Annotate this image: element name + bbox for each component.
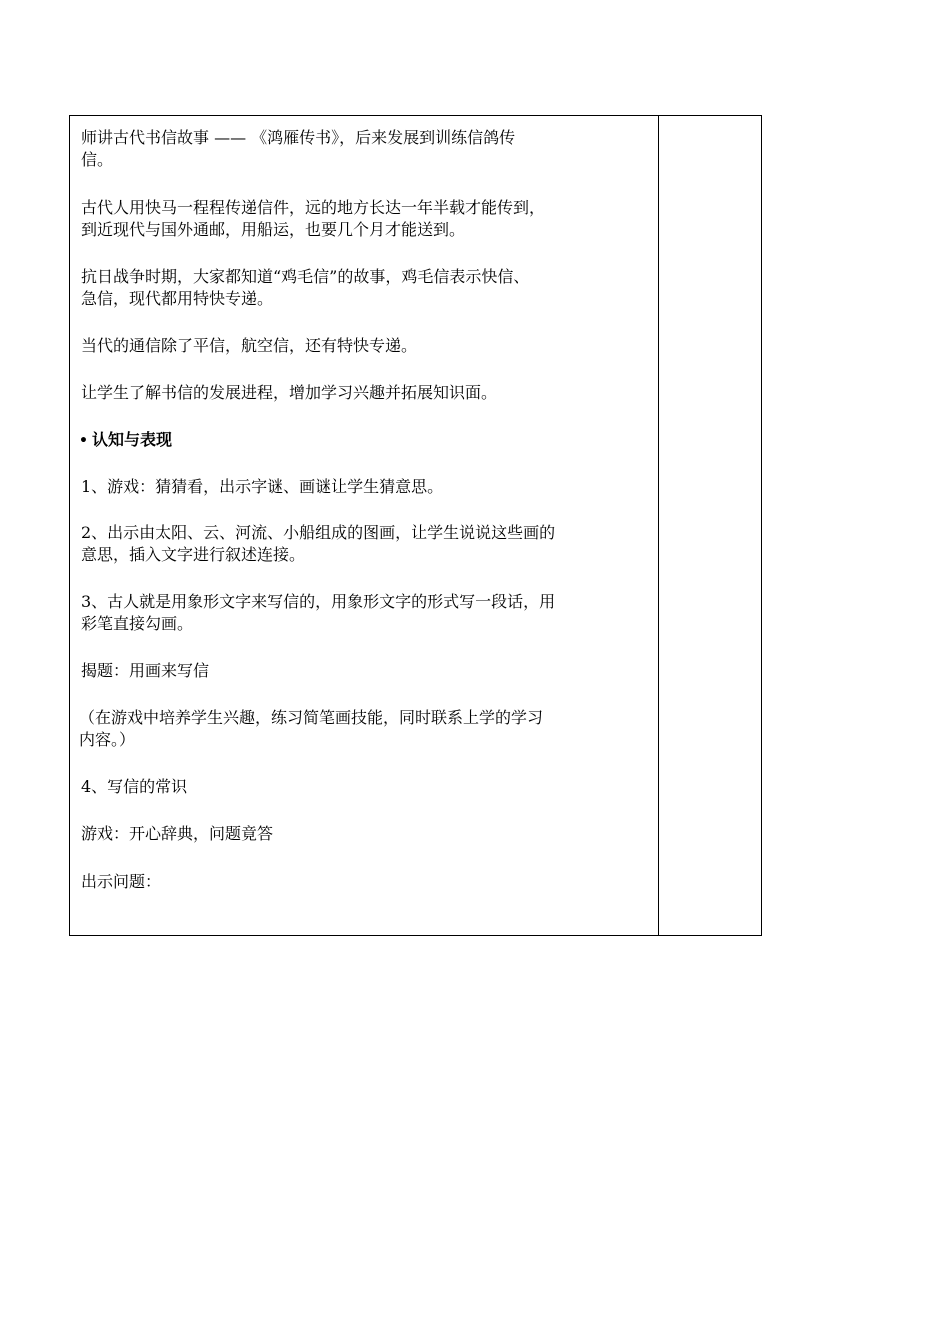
paragraph-questions [81,871,647,893]
paragraph-picture [81,522,647,566]
paragraph-game-guess [81,476,647,498]
paragraph-quiz [81,823,647,845]
text-line: 揭题：用画来写信 [81,661,210,680]
notes-cell [659,116,761,935]
bullet-icon: • [79,433,88,449]
text-line: 抗日战争时期，大家都知道“鸡毛信”的故事，鸡毛信表示快信、 [81,267,530,286]
text-line: 出示问题： [81,872,162,891]
paragraph-ancient-delivery [81,197,647,241]
text-line: 让学生了解书信的发展进程，增加学习兴趣并拓展知识面。 [81,383,498,402]
paragraph-modern-mail [81,335,647,357]
text-line: 3、古人就是用象形文字来写信的，用象形文字的形式写一段话，用 [81,592,556,611]
text-line: 当代的通信除了平信，航空信，还有特快专递。 [81,336,418,355]
section-heading-text: 认知与表现 [91,430,172,449]
paragraph-goal [81,382,647,404]
text-line: 游戏：开心辞典，问题竟答 [81,824,274,843]
text-line: 4、写信的常识 [81,777,188,796]
content-cell [70,116,659,935]
paragraph-note [79,707,645,751]
text-line: 急信，现代都用特快专递。 [81,289,274,308]
paragraph-topic [81,660,647,682]
text-line: 古代人用快马一程程传递信件，远的地方长达一年半载才能传到， [81,198,546,217]
text-line: （在游戏中培养学生兴趣，练习简笔画技能，同时联系上学的学习 [79,708,544,727]
text-line: 1、游戏：猜猜看，出示字谜、画谜让学生猜意思。 [81,477,444,496]
text-line: 彩笔直接勾画。 [81,614,194,633]
lesson-table [69,115,762,936]
paragraph-war-period [81,266,647,310]
section-heading [79,429,645,452]
text-line: 2、出示由太阳、云、河流、小船组成的图画，让学生说说这些画的 [81,523,556,542]
text-line: 内容。） [79,730,136,749]
text-line: 意思，插入文字进行叙述连接。 [81,545,306,564]
text-line: 信。 [81,150,114,169]
text-line: 师讲古代书信故事 —— 《鸿雁传书》，后来发展到训练信鸽传 [81,128,516,147]
paragraph-common-sense [81,776,647,798]
paragraph-story [81,127,647,171]
text-line: 到近现代与国外通邮，用船运，也要几个月才能送到。 [81,220,466,239]
paragraph-pictograph [81,591,647,635]
